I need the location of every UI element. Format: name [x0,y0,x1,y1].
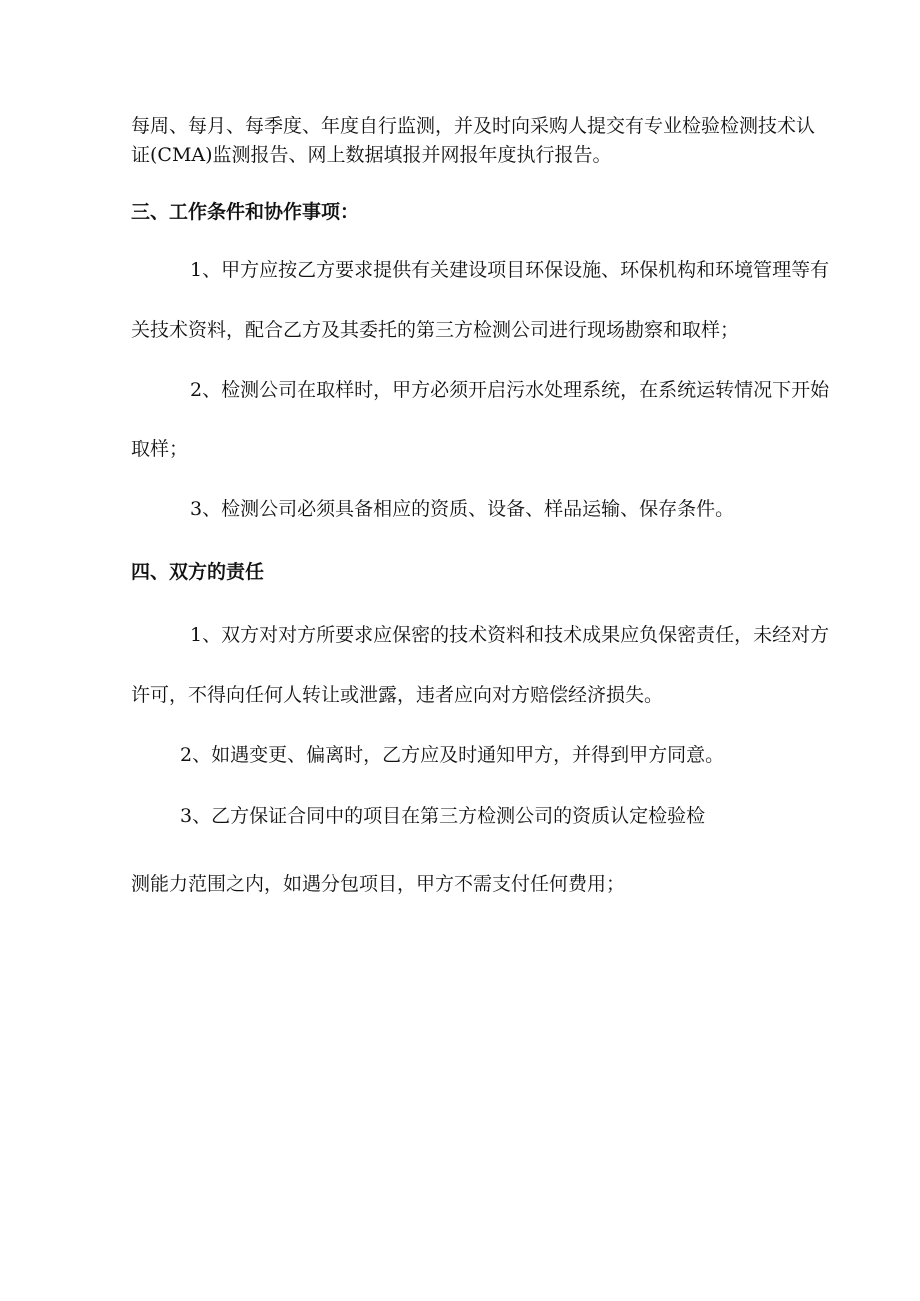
section-3-item-1-line-2: 关技术资料，配合乙方及其委托的第三方检测公司进行现场勘察和取样； [131,319,740,341]
section-4-heading: 四、双方的责任 [131,561,265,583]
section-4-item-3-line-1: 3、乙方保证合同中的项目在第三方检测公司的资质认定检验检 [180,805,706,827]
section-3-heading: 三、工作条件和协作事项： [131,201,360,223]
section-4-item-1-line-1: 1、双方对对方所要求应保密的技术资料和技术成果应负保密责任，未经对方 [190,624,830,646]
intro-line-2: 证(CMA)监测报告、网上数据填报并网报年度执行报告。 [131,144,612,166]
section-3-item-3-line-1: 3、检测公司必须具备相应的资质、设备、样品运输、保存条件。 [190,498,735,520]
section-4-item-1-line-2: 许可，不得向任何人转让或泄露，违者应向对方赔偿经济损失。 [131,684,664,706]
section-3-item-1-line-1: 1、甲方应按乙方要求提供有关建设项目环保设施、环保机构和环境管理等有 [190,259,830,281]
intro-line-1: 每周、每月、每季度、年度自行监测，并及时向采购人提交有专业检验检测技术认 [131,115,816,137]
section-3-item-2-line-1: 2、检测公司在取样时，甲方必须开启污水处理系统，在系统运转情况下开始 [190,379,830,401]
section-4-item-2-line-1: 2、如遇变更、偏离时，乙方应及时通知甲方，并得到甲方同意。 [180,744,725,766]
section-4-item-3-line-2: 测能力范围之内，如遇分包项目，甲方不需支付任何费用； [131,873,626,895]
section-3-item-2-line-2: 取样； [131,438,189,460]
